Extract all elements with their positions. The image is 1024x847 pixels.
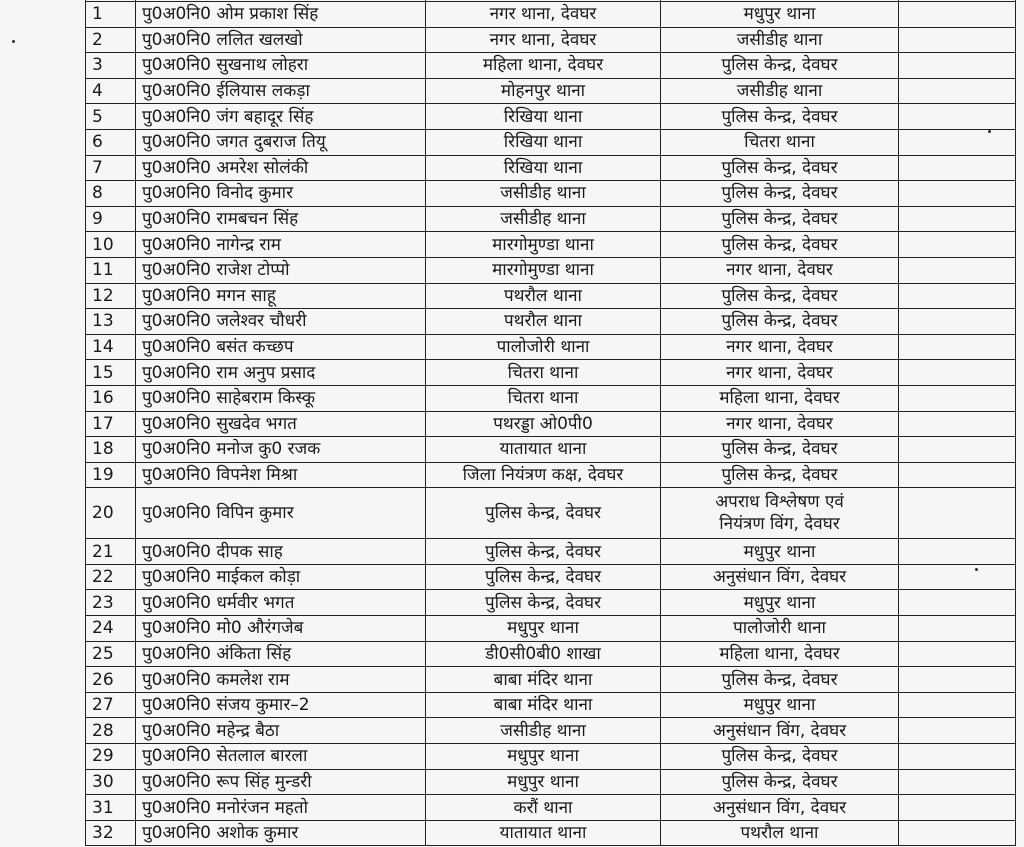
new-posting-cell: अनुसंधान विंग, देवघर <box>661 564 899 590</box>
table-row <box>86 667 1016 693</box>
new-posting-cell: महिला थाना, देवघर <box>661 641 899 667</box>
table-row <box>86 590 1016 616</box>
officer-name-cell: पु0अ0नि0 कमलेश राम <box>136 667 426 693</box>
table-row <box>86 181 1016 207</box>
current-posting-cell: पथरड्डा ओ0पी0 <box>426 411 661 437</box>
remarks-cell <box>899 206 1016 232</box>
officer-name-cell: पु0अ0नि0 विनोद कुमार <box>136 181 426 207</box>
officer-name-cell: पु0अ0नि0 जलेश्वर चौधरी <box>136 309 426 335</box>
officer-name-cell: पु0अ0नि0 सुखनाथ लोहरा <box>136 53 426 79</box>
serial-number-cell: 28 <box>86 718 136 744</box>
serial-number-cell: 11 <box>86 257 136 283</box>
table-row <box>86 539 1016 565</box>
table-row <box>86 334 1016 360</box>
table-row <box>86 462 1016 488</box>
new-posting-cell: पालोजोरी थाना <box>661 616 899 642</box>
table-row <box>86 744 1016 770</box>
serial-number-cell: 21 <box>86 539 136 565</box>
table-row <box>86 769 1016 795</box>
table-row <box>86 129 1016 155</box>
officer-name-cell: पु0अ0नि0 मनोरंजन महतो <box>136 795 426 821</box>
new-posting-cell: पुलिस केन्द्र, देवघर <box>661 437 899 463</box>
new-posting-cell: पुलिस केन्द्र, देवघर <box>661 769 899 795</box>
serial-number-cell: 22 <box>86 564 136 590</box>
remarks-cell <box>899 283 1016 309</box>
remarks-cell <box>899 104 1016 130</box>
officer-name-cell: पु0अ0नि0 अशोक कुमार <box>136 820 426 846</box>
serial-number-cell: 31 <box>86 795 136 821</box>
officer-name-cell: पु0अ0नि0 राजेश टोप्पो <box>136 257 426 283</box>
remarks-cell <box>899 437 1016 463</box>
officer-name-cell: पु0अ0नि0 संजय कुमार–2 <box>136 692 426 718</box>
remarks-cell <box>899 129 1016 155</box>
remarks-cell <box>899 78 1016 104</box>
table-row <box>86 820 1016 846</box>
new-posting-cell: पुलिस केन्द्र, देवघर <box>661 53 899 79</box>
current-posting-cell: रिखिया थाना <box>426 104 661 130</box>
table-row <box>86 257 1016 283</box>
officer-name-cell: पु0अ0नि0 ललित खलखो <box>136 27 426 53</box>
table-row <box>86 616 1016 642</box>
officer-name-cell: पु0अ0नि0 रूप सिंह मुन्डरी <box>136 769 426 795</box>
serial-number-cell: 17 <box>86 411 136 437</box>
officer-name-cell: पु0अ0नि0 बसंत कच्छप <box>136 334 426 360</box>
current-posting-cell: नगर थाना, देवघर <box>426 2 661 28</box>
table-row <box>86 718 1016 744</box>
serial-number-cell: 26 <box>86 667 136 693</box>
remarks-cell <box>899 53 1016 79</box>
new-posting-cell: पुलिस केन्द्र, देवघर <box>661 104 899 130</box>
current-posting-cell: बाबा मंदिर थाना <box>426 692 661 718</box>
serial-number-cell: 15 <box>86 360 136 386</box>
remarks-cell <box>899 462 1016 488</box>
remarks-cell <box>899 27 1016 53</box>
serial-number-cell: 12 <box>86 283 136 309</box>
current-posting-cell: पुलिस केन्द्र, देवघर <box>426 564 661 590</box>
new-posting-cell: मधुपुर थाना <box>661 692 899 718</box>
scan-speck <box>12 40 15 43</box>
serial-number-cell: 16 <box>86 385 136 411</box>
current-posting-cell: बाबा मंदिर थाना <box>426 667 661 693</box>
remarks-cell <box>899 309 1016 335</box>
current-posting-cell: मधुपुर थाना <box>426 616 661 642</box>
serial-number-cell: 10 <box>86 232 136 258</box>
current-posting-cell: जसीडीह थाना <box>426 718 661 744</box>
current-posting-cell: जसीडीह थाना <box>426 181 661 207</box>
serial-number-cell: 24 <box>86 616 136 642</box>
officer-name-cell: पु0अ0नि0 जंग बहादूर सिंह <box>136 104 426 130</box>
current-posting-cell: रिखिया थाना <box>426 155 661 181</box>
current-posting-cell: यातायात थाना <box>426 437 661 463</box>
current-posting-cell: मारगोमुण्डा थाना <box>426 232 661 258</box>
officer-name-cell: पु0अ0नि0 नागेन्द्र राम <box>136 232 426 258</box>
officer-name-cell: पु0अ0नि0 धर्मवीर भगत <box>136 590 426 616</box>
officer-name-cell: पु0अ0नि0 अमरेश सोलंकी <box>136 155 426 181</box>
new-posting-cell: पुलिस केन्द्र, देवघर <box>661 667 899 693</box>
table-row <box>86 641 1016 667</box>
new-posting-cell: पुलिस केन्द्र, देवघर <box>661 309 899 335</box>
serial-number-cell: 19 <box>86 462 136 488</box>
current-posting-cell: महिला थाना, देवघर <box>426 53 661 79</box>
officer-name-cell: पु0अ0नि0 मगन साहू <box>136 283 426 309</box>
current-posting-cell: जसीडीह थाना <box>426 206 661 232</box>
current-posting-cell: करौं थाना <box>426 795 661 821</box>
table-row <box>86 488 1016 539</box>
remarks-cell <box>899 820 1016 846</box>
serial-number-cell: 1 <box>86 2 136 28</box>
remarks-cell <box>899 564 1016 590</box>
officer-name-cell: पु0अ0नि0 ईलियास लकड़ा <box>136 78 426 104</box>
new-posting-cell: मधुपुर थाना <box>661 539 899 565</box>
new-posting-cell: पथरौल थाना <box>661 820 899 846</box>
serial-number-cell: 8 <box>86 181 136 207</box>
officer-name-cell: पु0अ0नि0 ओम प्रकाश सिंह <box>136 2 426 28</box>
remarks-cell <box>899 385 1016 411</box>
table-row <box>86 155 1016 181</box>
new-posting-cell: अनुसंधान विंग, देवघर <box>661 718 899 744</box>
new-posting-cell: पुलिस केन्द्र, देवघर <box>661 232 899 258</box>
serial-number-cell: 27 <box>86 692 136 718</box>
current-posting-cell: यातायात थाना <box>426 820 661 846</box>
table-row <box>86 232 1016 258</box>
officer-name-cell: पु0अ0नि0 सेतलाल बारला <box>136 744 426 770</box>
current-posting-cell: मारगोमुण्डा थाना <box>426 257 661 283</box>
serial-number-cell: 2 <box>86 27 136 53</box>
table-row <box>86 27 1016 53</box>
officer-name-cell: पु0अ0नि0 राम अनुप प्रसाद <box>136 360 426 386</box>
table-row <box>86 2 1016 28</box>
new-posting-cell: पुलिस केन्द्र, देवघर <box>661 155 899 181</box>
remarks-cell <box>899 257 1016 283</box>
table-row <box>86 104 1016 130</box>
table-row <box>86 795 1016 821</box>
officer-name-cell: पु0अ0नि0 विपिन कुमार <box>136 488 426 539</box>
serial-number-cell: 4 <box>86 78 136 104</box>
transfer-table <box>85 0 1016 846</box>
new-posting-cell: नगर थाना, देवघर <box>661 257 899 283</box>
current-posting-cell: पुलिस केन्द्र, देवघर <box>426 488 661 539</box>
remarks-cell <box>899 334 1016 360</box>
current-posting-cell: चितरा थाना <box>426 360 661 386</box>
current-posting-cell: मधुपुर थाना <box>426 744 661 770</box>
current-posting-cell: मधुपुर थाना <box>426 769 661 795</box>
serial-number-cell: 20 <box>86 488 136 539</box>
remarks-cell <box>899 2 1016 28</box>
officer-name-cell: पु0अ0नि0 मो0 औरंगजेब <box>136 616 426 642</box>
new-posting-cell: पुलिस केन्द्र, देवघर <box>661 744 899 770</box>
remarks-cell <box>899 155 1016 181</box>
new-posting-cell: पुलिस केन्द्र, देवघर <box>661 206 899 232</box>
new-posting-cell: मधुपुर थाना <box>661 590 899 616</box>
remarks-cell <box>899 667 1016 693</box>
officer-name-cell: पु0अ0नि0 रामबचन सिंह <box>136 206 426 232</box>
officer-name-cell: पु0अ0नि0 जगत दुबराज तियू <box>136 129 426 155</box>
serial-number-cell: 25 <box>86 641 136 667</box>
remarks-cell <box>899 488 1016 539</box>
new-posting-cell: महिला थाना, देवघर <box>661 385 899 411</box>
remarks-cell <box>899 769 1016 795</box>
remarks-cell <box>899 718 1016 744</box>
serial-number-cell: 18 <box>86 437 136 463</box>
serial-number-cell: 3 <box>86 53 136 79</box>
officer-name-cell: पु0अ0नि0 महेन्द्र बैठा <box>136 718 426 744</box>
table-row <box>86 437 1016 463</box>
table-row <box>86 309 1016 335</box>
transfer-table-body <box>86 0 1016 846</box>
table-row <box>86 564 1016 590</box>
new-posting-cell: पुलिस केन्द्र, देवघर <box>661 181 899 207</box>
new-posting-cell: पुलिस केन्द्र, देवघर <box>661 283 899 309</box>
serial-number-cell: 7 <box>86 155 136 181</box>
remarks-cell <box>899 692 1016 718</box>
officer-name-cell: पु0अ0नि0 साहेबराम किस्कू <box>136 385 426 411</box>
current-posting-cell: पुलिस केन्द्र, देवघर <box>426 539 661 565</box>
table-row <box>86 206 1016 232</box>
remarks-cell <box>899 641 1016 667</box>
new-posting-cell: जसीडीह थाना <box>661 27 899 53</box>
current-posting-cell: डी0सी0बी0 शाखा <box>426 641 661 667</box>
new-posting-cell: जसीडीह थाना <box>661 78 899 104</box>
new-posting-line-1: अपराध विश्लेषण एवं <box>715 492 844 513</box>
new-posting-cell <box>661 488 899 539</box>
remarks-cell <box>899 539 1016 565</box>
serial-number-cell: 5 <box>86 104 136 130</box>
serial-number-cell: 6 <box>86 129 136 155</box>
current-posting-cell: नगर थाना, देवघर <box>426 27 661 53</box>
current-posting-cell: मोहनपुर थाना <box>426 78 661 104</box>
officer-name-cell: पु0अ0नि0 मनोज कु0 रजक <box>136 437 426 463</box>
current-posting-cell: जिला नियंत्रण कक्ष, देवघर <box>426 462 661 488</box>
table-row <box>86 78 1016 104</box>
new-posting-cell: नगर थाना, देवघर <box>661 411 899 437</box>
serial-number-cell: 14 <box>86 334 136 360</box>
table-row <box>86 692 1016 718</box>
remarks-cell <box>899 795 1016 821</box>
table-row <box>86 53 1016 79</box>
current-posting-cell: चितरा थाना <box>426 385 661 411</box>
remarks-cell <box>899 744 1016 770</box>
serial-number-cell: 13 <box>86 309 136 335</box>
new-posting-cell: पुलिस केन्द्र, देवघर <box>661 462 899 488</box>
serial-number-cell: 30 <box>86 769 136 795</box>
current-posting-cell: पालोजोरी थाना <box>426 334 661 360</box>
remarks-cell <box>899 232 1016 258</box>
current-posting-cell: पथरौल थाना <box>426 283 661 309</box>
current-posting-cell: पथरौल थाना <box>426 309 661 335</box>
new-posting-cell: अनुसंधान विंग, देवघर <box>661 795 899 821</box>
serial-number-cell: 23 <box>86 590 136 616</box>
table-row <box>86 283 1016 309</box>
remarks-cell <box>899 590 1016 616</box>
officer-name-cell: पु0अ0नि0 दीपक साह <box>136 539 426 565</box>
table-row <box>86 360 1016 386</box>
remarks-cell <box>899 411 1016 437</box>
officer-name-cell: पु0अ0नि0 सुखदेव भगत <box>136 411 426 437</box>
remarks-cell <box>899 360 1016 386</box>
officer-name-cell: पु0अ0नि0 विपनेश मिश्रा <box>136 462 426 488</box>
table-row <box>86 411 1016 437</box>
serial-number-cell: 32 <box>86 820 136 846</box>
serial-number-cell: 29 <box>86 744 136 770</box>
officer-name-cell: पु0अ0नि0 अंकिता सिंह <box>136 641 426 667</box>
new-posting-cell: चितरा थाना <box>661 129 899 155</box>
new-posting-line-2: नियंत्रण विंग, देवघर <box>719 514 840 535</box>
serial-number-cell: 9 <box>86 206 136 232</box>
remarks-cell <box>899 181 1016 207</box>
table-row <box>86 385 1016 411</box>
officer-name-cell: पु0अ0नि0 माईकल कोड़ा <box>136 564 426 590</box>
current-posting-cell: पुलिस केन्द्र, देवघर <box>426 590 661 616</box>
remarks-cell <box>899 616 1016 642</box>
new-posting-cell: नगर थाना, देवघर <box>661 334 899 360</box>
new-posting-cell: मधुपुर थाना <box>661 2 899 28</box>
new-posting-cell: नगर थाना, देवघर <box>661 360 899 386</box>
current-posting-cell: रिखिया थाना <box>426 129 661 155</box>
